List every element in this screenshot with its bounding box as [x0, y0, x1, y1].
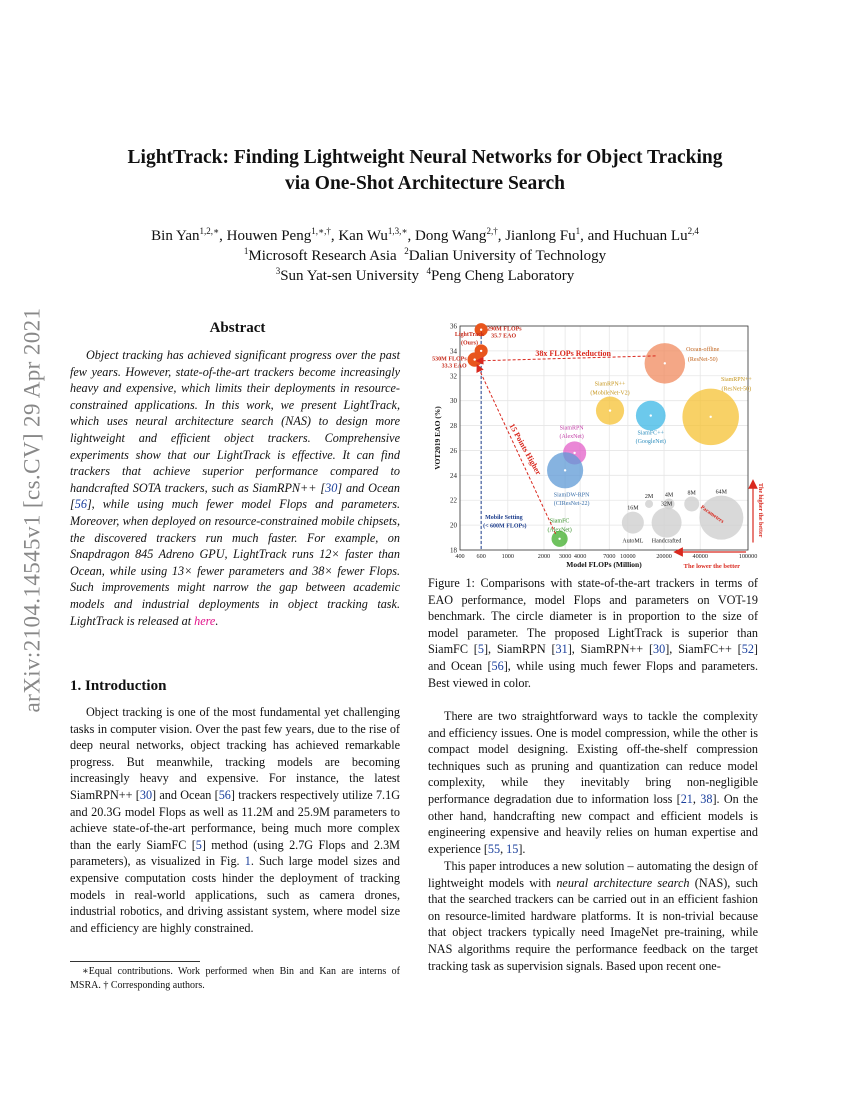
author-name: , and Huchuan Lu	[580, 228, 688, 244]
code-release-link[interactable]: here	[194, 613, 216, 628]
handcrafted-label: Handcrafted	[651, 538, 682, 545]
lighttrack-label: LightTrack	[454, 331, 485, 338]
x-tick-label: 3000	[558, 553, 572, 560]
figure-link[interactable]: 1	[244, 854, 251, 869]
x-tick-label: 100000	[738, 553, 758, 560]
abstract-run: .	[215, 613, 219, 628]
bubble-center	[473, 358, 475, 360]
text-run: ].	[518, 841, 526, 856]
y-tick-label: 22	[450, 496, 457, 505]
param-legend-label: 32M	[660, 501, 673, 508]
point-label: 530M FLOPs	[432, 356, 467, 363]
affiliation: Dalian University of Technology	[408, 248, 607, 264]
affil-mark: 1,3,∗	[387, 226, 408, 236]
author-block	[60, 226, 790, 286]
text-run: ,	[500, 841, 507, 856]
point-label: (CIResNet-22)	[553, 501, 590, 508]
x-tick-label: 4000	[573, 553, 587, 560]
bubble-center	[564, 469, 566, 471]
param-legend-bubble	[684, 496, 699, 511]
abstract-run: Object tracking has achieved significant progress over the past few years. However, state-of-the-art trackers become increasingly heavy and expensive, which limits their deployments in resource-constrained applications. In this work, we present LightTrack, which uses neural architecture search (NAS) to design more lightweight and efficient object trackers. Comprehensive experiments show that our LightTrack is effective. It can find trackers that achieve superior performance compared to handcrafted SOTA trackers, such as SiamRPN++ [	[70, 348, 400, 495]
y-tick-label: 32	[450, 372, 457, 381]
paragraph-2	[428, 708, 758, 857]
author-name: , Dong Wang	[407, 228, 487, 244]
affil-mark: 2,4	[687, 226, 699, 236]
citation-link[interactable]: 55	[487, 841, 501, 856]
text-run: . Such large model sizes and expensive computation costs hinder the deployment of tracking models in real-world applications, such as camera drones, industrial robotics, and driving assistant system, where model size and efficiency are highly constrained.	[70, 854, 400, 935]
affiliation: Microsoft Research Asia	[248, 248, 397, 264]
text-run: ], SiamRPN [	[483, 642, 556, 657]
mobile-setting-label: Mobile Setting	[485, 514, 523, 521]
section-heading-introduction: 1. Introduction	[70, 678, 167, 694]
param-legend-label: 4M	[664, 492, 674, 499]
citation-link[interactable]: 15	[506, 841, 519, 856]
text-run: ] trackers respectively utilize 7.1G and 20.3G model Flops as well as 11.2M and 25.9M parameters to achieve state-of-the-art performance, being much more complex than the early SiamFC [	[70, 787, 400, 852]
x-tick-label: 20000	[656, 553, 672, 560]
flops-reduction-label: 38x FLOPs Reduction	[535, 348, 611, 358]
author-name: , Houwen Peng	[219, 228, 312, 244]
point-label: Ocean-offline	[686, 346, 720, 353]
x-tick-label: 7000	[603, 553, 616, 560]
affiliation: Peng Cheng Laboratory	[430, 268, 575, 284]
figure-1-chart	[428, 320, 763, 570]
text-run: ] and Ocean [	[152, 787, 219, 802]
point-label: SiamFC	[549, 518, 570, 525]
point-label: SiamDW-RPN	[553, 492, 590, 499]
y-tick-label: 30	[450, 397, 457, 406]
text-run: ], SiamRPN++ [	[567, 642, 654, 657]
text-run: Figure 1: Comparisons with state-of-the-art trackers in terms of EAO performance, model Flops and parameters on VOT-19 benchmark. The circle diameter is in proportion to the size of model parameter. The proposed LightTrack is superior than SiamFC [	[428, 576, 758, 657]
point-label: (ResNet-50)	[687, 356, 718, 363]
abstract-heading: Abstract	[209, 320, 266, 336]
citation-link[interactable]: 56	[218, 787, 231, 802]
affil-mark: 3	[275, 266, 281, 276]
affiliation: Sun Yat-sen University	[280, 268, 419, 284]
text-run: Object tracking is one of the most fundamental yet challenging tasks in computer vision. Over the past few years, due to the rise of deep neural networks, object tracking has achieved remarkable progress. But meanwhile, tracking models are becoming increasingly heavy and expensive. For instance, the latest SiamRPN++ [	[70, 705, 400, 802]
y-tick-label: 18	[450, 546, 457, 555]
param-legend-label: 2M	[644, 493, 654, 500]
param-legend-label: 64M	[715, 489, 728, 496]
param-legend-label: 8M	[687, 490, 696, 497]
bubble-center	[609, 409, 611, 411]
lighttrack-label: (Ours)	[461, 340, 479, 347]
text-run: ]. On the other hand, handcrafting new compact and efficient models is engineering expensive and heavily relies on human expertise and experience [	[428, 791, 758, 856]
param-legend-bubble	[622, 512, 644, 534]
x-axis-label: Model FLOPs (Million)	[566, 560, 642, 569]
affiliation-line-1	[60, 246, 790, 266]
bubble-center	[709, 416, 711, 418]
bubble-center	[480, 329, 482, 331]
param-legend-label: 16M	[627, 505, 639, 512]
bubble-center	[573, 452, 575, 454]
author-list	[60, 226, 790, 246]
abstract-run: ], while using much fewer model Flops and parameters. Moreover, when deployed on resource-constrained mobile chipsets, the discovered trackers run much faster. For example, on Snapdragon 845 Adreno GPU, LightTrack runs 12× faster than Ocean, while using 13× fewer parameters and 38× fewer Flops. Such improvements might narrow the gap between academic models and industrial deployments in object tracking task. LightTrack is released at	[70, 497, 400, 628]
x-tick-label: 10000	[620, 553, 636, 560]
bubble-center	[650, 414, 652, 416]
text-run: ] method (using 2.7G Flops and 2.3M parameters), as visualized in Fig.	[70, 837, 401, 869]
figure-1-caption	[428, 575, 758, 691]
abstract-text	[70, 347, 400, 629]
param-legend-bubble	[652, 508, 682, 538]
y-tick-label: 34	[450, 347, 457, 356]
citation-link[interactable]: 5	[477, 642, 484, 657]
point-label: 33.3 EAO	[441, 363, 467, 370]
paragraph-3	[428, 858, 758, 974]
citation-link[interactable]: 38	[700, 791, 713, 806]
text-run: There are two straightforward ways to tackle the complexity and efficiency issues. One is model compression, while the other is compact model designing. Existing off-the-shelf compression techniques such as pruning and quantization can reduce model complexity, while they inevitably bring non-negligible performance degradation due to information loss [	[428, 709, 758, 806]
points-higher-label: 15 Points Higher	[507, 421, 544, 477]
affil-mark: 1	[243, 246, 249, 256]
y-tick-label: 20	[450, 521, 457, 530]
point-label: (MobileNet-V2)	[590, 390, 630, 397]
author-name: Bin Yan	[151, 228, 200, 244]
citation-link[interactable]: 52	[741, 642, 754, 657]
citation-link[interactable]: 56	[491, 658, 504, 673]
y-tick-label: 26	[450, 446, 457, 455]
affil-mark: 4	[426, 266, 431, 276]
x-tick-label: 2000	[537, 553, 551, 560]
citation-link[interactable]: 30	[325, 480, 338, 495]
x-tick-label: 40000	[692, 553, 708, 560]
y-tick-label: 36	[450, 322, 457, 331]
author-name: , Kan Wu	[330, 228, 388, 244]
affil-mark: 2	[404, 246, 409, 256]
mobile-setting-label: (< 600M FLOPs)	[483, 523, 527, 530]
text-run: ] and Ocean [	[428, 642, 758, 673]
x-tick-label: 400	[455, 553, 465, 560]
y-tick-label: 24	[450, 471, 457, 480]
figure-1	[428, 320, 763, 570]
introduction-paragraph	[70, 704, 400, 936]
point-label: SiamRPN++	[720, 376, 752, 383]
point-label: (ResNet-50)	[721, 386, 752, 393]
title-line-2: via One-Shot Architecture Search	[284, 173, 566, 194]
point-label: (GoogleNet)	[635, 438, 666, 445]
text-run: ], while using much fewer Flops and parameters. Best viewed in color.	[428, 658, 758, 690]
text-run: ], SiamFC++ [	[665, 642, 742, 657]
point-label: 35.7 EAO	[491, 333, 517, 340]
title-line-1: LightTrack: Finding Lightweight Neural Networks for Object Tracking	[127, 147, 723, 168]
footnote: ∗Equal contributions. Work performed when Bin and Kan are interns of MSRA. † Corresponding authors.	[70, 966, 400, 991]
author-name: , Jianlong Fu	[497, 228, 576, 244]
point-label: SiamRPN	[559, 425, 584, 432]
citation-link[interactable]: 21	[680, 791, 693, 806]
y-axis-label: VOT2019 EAO (%)	[433, 406, 442, 470]
citation-link[interactable]: 56	[74, 497, 87, 512]
citation-link[interactable]: 30	[139, 787, 153, 802]
automl-label: AutoML	[622, 538, 644, 545]
bubble-center	[558, 538, 560, 540]
affiliation-line-2	[60, 266, 790, 286]
y-tick-label: 28	[450, 422, 457, 431]
affil-mark: 1,2,∗	[199, 226, 220, 236]
higher-better-label: The higher the better	[757, 482, 763, 538]
bubble-center	[480, 350, 482, 352]
param-legend-bubble	[645, 500, 653, 508]
arxiv-identifier: arXiv:2104.14545v1 [cs.CV] 29 Apr 2021	[19, 307, 45, 713]
point-label: (AlexNet)	[547, 527, 572, 534]
text-run: ,	[692, 791, 701, 806]
point-label: (AlexNet)	[559, 434, 584, 440]
affil-mark: 2,†	[486, 226, 498, 236]
paper-title	[60, 145, 790, 197]
citation-link[interactable]: 5	[195, 837, 202, 852]
parameters-label: Parameters	[699, 504, 725, 525]
citation-link[interactable]: 31	[555, 642, 568, 657]
x-tick-label: 600	[476, 553, 486, 560]
bubble-center	[664, 362, 666, 364]
arxiv-sidebar	[12, 300, 52, 720]
affil-mark: 1	[575, 226, 581, 236]
text-run: This paper introduces a new solution – automating the design of lightweight models with	[428, 859, 758, 890]
emphasis: neural architecture search	[556, 875, 690, 890]
point-label: 290M FLOPs	[487, 326, 522, 333]
point-label: SiamRPN++	[594, 381, 626, 388]
citation-link[interactable]: 30	[653, 642, 666, 657]
footnote-divider	[70, 961, 200, 962]
lower-better-label: The lower the better	[683, 563, 741, 570]
point-label: SiamFC++	[637, 430, 664, 437]
text-run: (NAS), such that the searched trackers can be carried out in an efficient fashion on resource-limited hardware platforms. It is non-trivial because that object trackers typically need ImageNet pre-training, while NAS algorithms require the performance feedback on the target tracking task as supervision signals. Based upon recent one-	[428, 875, 758, 973]
x-tick-label: 1000	[501, 553, 514, 560]
abstract-run: ] and Ocean [	[70, 480, 400, 512]
affil-mark: 1,∗,†	[311, 226, 331, 236]
